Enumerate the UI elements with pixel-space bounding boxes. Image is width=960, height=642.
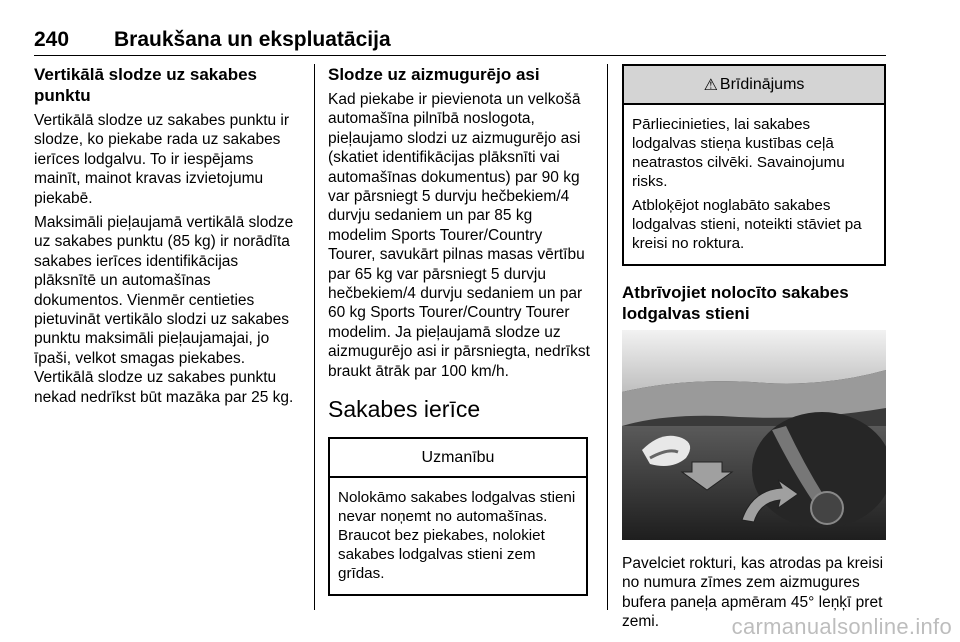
paragraph: Maksimāli pieļaujamā vertikālā slodze uz sakabes punktu (85 kg) ir norādīta sakabes ierīces identifikācijas plāksnītē un automašīnas dokumentos. Vienmēr centieties pietuvināt vertikālo slodzi uz sakabes punktu maksimāli pieļaujamajai, jo īpaši, velkot smagas piekabes. Vertikālā slodze uz sakabes punktu nekad nedrīkst būt mazāka par 25 kg.: [34, 214, 294, 406]
warning-text: Atbloķējot noglabāto sakabes lodgalvas stieni, noteikti stāviet pa kreisi no roktura.: [632, 197, 862, 252]
section-heading-release-towbar: Atbrīvojiet nolocīto sakabes lodgalvas stieni: [622, 283, 849, 323]
towbar-release-photo: [622, 330, 886, 540]
warning-header: [624, 66, 884, 105]
caution-title: Uzmanību: [330, 439, 586, 478]
paragraph: Kad piekabe ir pievienota un velkošā automašīna pilnībā noslogota, pieļaujamo slodzi uz aizmugurējo asi (skatiet identifikācijas plāksnīti vai automašīnas dokumentus) par 90 kg var pārsniegt 5 durvju hečbekiem/4 durvju sedaniem un par 85 kg modelim Sports Tourer/Country Tourer, savukārt pilnas masas vērtību par 65 kg var pārsniegt 5 durvju hečbekiem/4 durvju sedaniem un par 60 kg Sports Tourer/Country Tourer modelim. Ja pieļaujamā slodze uz aizmugurējo asi ir pārsniegta, nedrīkst braukt ātrāk par 100 km/h.: [328, 91, 590, 380]
section-heading-rear-axle-load: Slodze uz aizmugurējo asi: [328, 65, 540, 84]
column-1: [34, 64, 300, 412]
instruction-caption: Pavelciet rokturi, kas atrodas pa kreisi no numura zīmes zem aizmugures bufera paneļa apmēram 45° leņķī pret zemi.: [622, 555, 884, 631]
warning-text: Pārliecinieties, lai sakabes lodgalvas stieņa kustības ceļā neatrastos cilvēki. Savainojumu risks.: [632, 116, 845, 190]
header-rule: [34, 55, 886, 56]
caution-box: [328, 437, 588, 596]
caution-text: Nolokāmo sakabes lodgalvas stieni nevar noņemt no automašīnas. Braucot bez piekabes, nolokiet sakabes lodgalvas stieni zem grīdas.: [338, 489, 576, 583]
page-header: [34, 28, 886, 52]
chapter-title: Braukšana un ekspluatācija: [114, 28, 391, 51]
column-2: [328, 64, 590, 596]
watermark: carmanualsonline.info: [731, 614, 952, 639]
page-number: 240: [34, 28, 70, 51]
section-heading-vertical-load: Vertikālā slodze uz sakabes punktu: [34, 65, 258, 105]
column-3: [622, 64, 886, 637]
paragraph: Vertikālā slodze uz sakabes punktu ir slodze, ko piekabe rada uz sakabes ierīces lodgalvu. To ir iespējams mainīt, mainot kravas izvietojumu piekabē.: [34, 112, 290, 207]
column-divider-2: [607, 64, 608, 610]
warning-triangle-icon: ⚠: [703, 76, 718, 94]
column-divider-1: [314, 64, 315, 610]
warning-title: Brīdinājums: [719, 75, 805, 93]
warning-box: [622, 64, 886, 266]
section-title-towing-device: Sakabes ierīce: [328, 396, 481, 423]
